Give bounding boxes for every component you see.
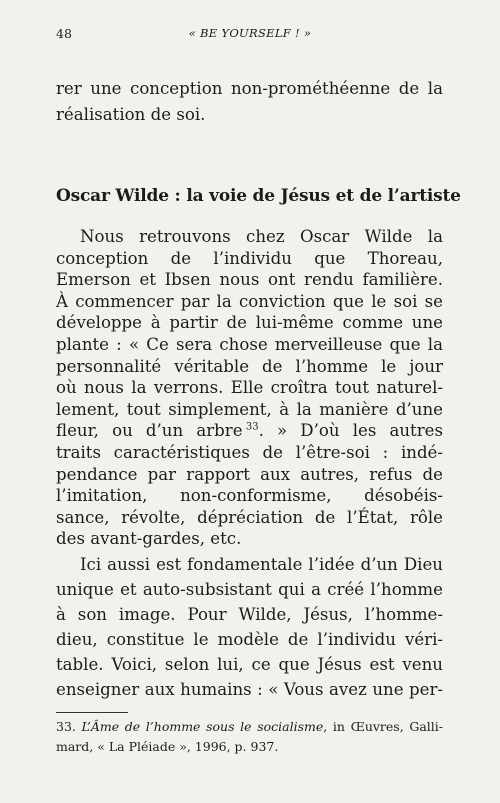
- text-line: dieu, constitue le modèle de l’individu véri-: [56, 630, 443, 649]
- section-heading: Oscar Wilde : la voie de Jésus et de l’artiste: [56, 186, 461, 206]
- paragraph-2: [56, 552, 443, 702]
- text-line: développe à partir de lui-même comme une: [56, 313, 443, 333]
- text-line: unique et auto-subsistant qui a créé l’homme: [56, 580, 443, 599]
- text-line: Ici aussi est fondamentale l’idée d’un Dieu: [80, 555, 443, 574]
- text-line: conception de l’individu que Thoreau,: [56, 248, 443, 268]
- footnote-number: 33.: [56, 719, 76, 734]
- page-number: 48: [56, 26, 72, 41]
- text-line: à son image. Pour Wilde, Jésus, l’homme-: [56, 605, 443, 624]
- footnote-rule: [56, 712, 128, 713]
- footnote-line: [56, 717, 443, 737]
- footnote-reference: 33: [245, 421, 259, 433]
- text-line: À commencer par la conviction que le soi se: [56, 291, 443, 311]
- footnote-33: [56, 717, 443, 757]
- text-line: rer une conception non-prométhéenne de la: [56, 79, 443, 98]
- text-line: lement, tout simplement, à la manière d’une: [56, 399, 443, 419]
- opening-text: [56, 76, 443, 128]
- text-line: Nous retrouvons chez Oscar Wilde la: [80, 227, 443, 246]
- text-line: Emerson et Ibsen nous ont rendu familière.: [56, 270, 443, 290]
- text-line: des avant-gardes, etc.: [56, 529, 242, 549]
- running-head: « BE YOURSELF ! »: [188, 26, 312, 40]
- footnote-text: , in Œuvres, Galli-: [323, 719, 444, 734]
- paragraph-1: [56, 226, 443, 550]
- text-line: traits caractéristiques de l’être-soi : indé-: [56, 442, 443, 462]
- text-line: où nous la verrons. Elle croîtra tout naturel-: [56, 378, 443, 398]
- text-line: réalisation de soi.: [56, 105, 206, 124]
- text-line-with-note: [56, 420, 443, 442]
- footnote-work-title: L’Âme de l’homme sous le socialisme: [81, 719, 324, 734]
- text-line: table. Voici, selon lui, ce que Jésus est venu: [56, 655, 443, 674]
- text-line: sance, révolte, dépréciation de l’État, rôle: [56, 507, 443, 527]
- text-line: plante : « Ce sera chose merveilleuse que la: [56, 334, 443, 354]
- footnote-line: mard, « La Pléiade », 1996, p. 937.: [56, 739, 279, 754]
- text-line: pendance par rapport aux autres, refus de: [56, 464, 443, 484]
- text-fragment: . » D’où les autres: [258, 421, 443, 441]
- text-fragment: fleur, ou d’un arbre: [56, 421, 243, 441]
- text-line: personnalité véritable de l’homme le jour: [56, 356, 443, 376]
- text-line: l’imitation, non-conformisme, désobéis-: [56, 486, 443, 506]
- text-line: enseigner aux humains : « Vous avez une per-: [56, 680, 443, 699]
- page-header: [56, 26, 444, 46]
